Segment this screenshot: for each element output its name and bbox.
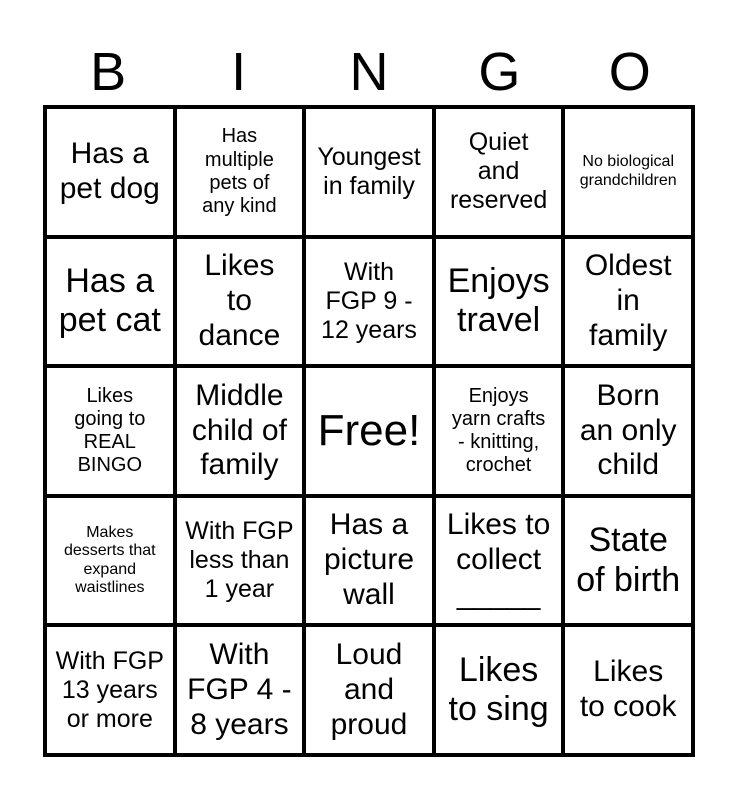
bingo-cell-r4c1[interactable] — [45, 496, 175, 626]
cell-text: Likes to cook — [579, 655, 677, 724]
cell-text: With FGP less than 1 year — [185, 517, 294, 604]
bingo-header — [43, 40, 695, 104]
cell-text: Makes desserts that expand waistlines — [63, 523, 156, 597]
bingo-cell-r3c1[interactable] — [45, 366, 175, 496]
bingo-cell-r2c4[interactable] — [434, 237, 564, 367]
cell-text: Middle child of family — [191, 378, 287, 482]
bingo-cell-r4c3[interactable] — [304, 496, 434, 626]
cell-text: No biological grandchildren — [579, 153, 677, 189]
bingo-cell-r4c5[interactable] — [563, 496, 693, 626]
free-space[interactable] — [304, 366, 434, 496]
cell-text: State of birth — [576, 521, 681, 599]
cell-text: With FGP 9 - 12 years — [321, 257, 417, 344]
bingo-cell-r1c4[interactable] — [434, 107, 564, 237]
bingo-cell-r2c1[interactable] — [45, 237, 175, 367]
bingo-cell-r1c2[interactable] — [175, 107, 305, 237]
bingo-cell-r4c2[interactable] — [175, 496, 305, 626]
cell-text: Youngest in family — [317, 142, 421, 200]
cell-text: Has multiple pets of any kind — [202, 125, 277, 217]
header-letter-i: I — [231, 42, 247, 102]
bingo-cell-r5c5[interactable] — [563, 625, 693, 755]
cell-text: Loud and proud — [330, 638, 408, 741]
bingo-cell-r4c4[interactable] — [434, 496, 564, 626]
cell-text: Quiet and reserved — [449, 128, 548, 215]
bingo-cell-r1c5[interactable] — [563, 107, 693, 237]
bingo-cell-r5c1[interactable] — [45, 625, 175, 755]
bingo-cell-r5c3[interactable] — [304, 625, 434, 755]
cell-text: Has a pet cat — [58, 261, 161, 340]
cell-text: Has a picture wall — [323, 508, 415, 611]
cell-text: Likes to sing — [448, 650, 549, 729]
bingo-cell-r2c2[interactable] — [175, 237, 305, 367]
cell-text: Enjoys travel — [447, 261, 550, 340]
cell-text: Free! — [317, 406, 421, 456]
cell-text: With FGP 4 - 8 years — [187, 638, 292, 741]
header-letter-b: B — [90, 42, 127, 102]
bingo-cell-r5c4[interactable] — [434, 625, 564, 755]
cell-text: Has a pet dog — [59, 137, 160, 205]
bingo-board — [43, 105, 695, 757]
cell-text: Likes to dance — [198, 249, 281, 352]
bingo-cell-r2c3[interactable] — [304, 237, 434, 367]
bingo-cell-r5c2[interactable] — [175, 625, 305, 755]
bingo-cell-r1c1[interactable] — [45, 107, 175, 237]
bingo-cell-r1c3[interactable] — [304, 107, 434, 237]
cell-text: Oldest in family — [584, 249, 672, 352]
header-letter-g: G — [478, 42, 521, 102]
cell-text: Born an only child — [579, 378, 677, 482]
cell-text: With FGP 13 years or more — [55, 646, 164, 733]
cell-text: Enjoys yarn crafts - knitting, crochet — [451, 384, 546, 477]
bingo-cell-r2c5[interactable] — [563, 237, 693, 367]
header-letter-o: O — [608, 42, 651, 102]
header-letter-n: N — [349, 42, 389, 102]
bingo-cell-r3c4[interactable] — [434, 366, 564, 496]
bingo-cell-r3c5[interactable] — [563, 366, 693, 496]
bingo-cell-r3c2[interactable] — [175, 366, 305, 496]
cell-text: Likes to collect _____ — [446, 508, 551, 611]
cell-text: Likes going to REAL BINGO — [74, 384, 146, 477]
